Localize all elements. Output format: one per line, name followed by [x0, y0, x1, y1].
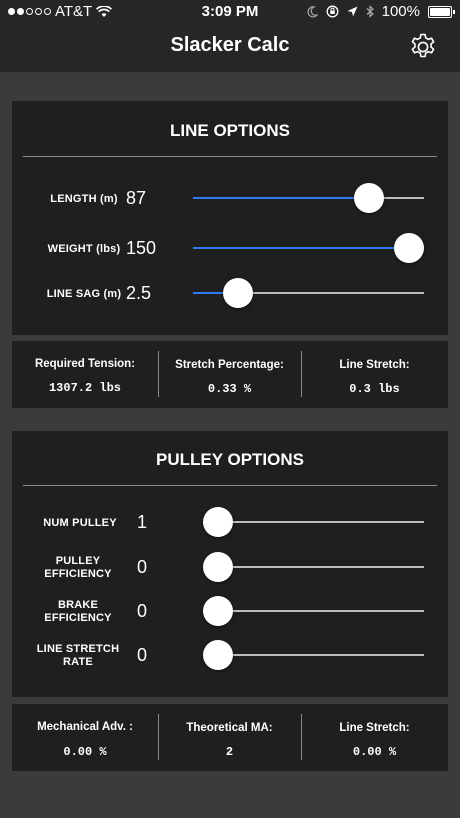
- status-time: 3:09 PM: [201, 3, 259, 20]
- num-pulley-value: 1: [137, 512, 148, 532]
- mechanical-advantage-value: 0.00 %: [63, 745, 107, 759]
- slider-thumb[interactable]: [354, 183, 384, 213]
- brake-efficiency-label: [30, 599, 126, 625]
- slider-track: [203, 566, 424, 568]
- num-pulley-label: [30, 517, 130, 530]
- line-stretch-rate-label: [28, 643, 128, 669]
- pulley-efficiency-label: [30, 555, 126, 581]
- label-line: PULLEY: [55, 555, 101, 567]
- pulley-options-title: PULLEY OPTIONS: [156, 450, 304, 469]
- weight-label: WEIGHT (lbs): [47, 243, 121, 255]
- line-options-title: LINE OPTIONS: [170, 121, 290, 140]
- location-arrow-icon: [347, 6, 358, 17]
- app-title: Slacker Calc: [170, 34, 290, 56]
- line-sag-label: LINE SAG (m): [46, 288, 122, 300]
- bluetooth-icon: [366, 5, 374, 18]
- pulley-efficiency-slider[interactable]: [203, 552, 424, 582]
- brake-efficiency-value: 0: [137, 601, 148, 621]
- line-stretch-rate-value: 0: [137, 645, 148, 665]
- pulley-efficiency-value: 0: [137, 557, 148, 577]
- line-sag-value: 2.5: [126, 283, 152, 303]
- label-line: LINE STRETCH: [36, 643, 120, 655]
- slider-thumb[interactable]: [203, 640, 233, 670]
- slider-thumb[interactable]: [203, 596, 233, 626]
- pulley-options-panel: [12, 431, 448, 697]
- stretch-percentage-label: Stretch Percentage:: [175, 359, 284, 371]
- battery-fill: [430, 8, 450, 16]
- slider-track: [203, 610, 424, 612]
- line-stretch-value: 0.3 lbs: [349, 382, 400, 396]
- line-results-panel: [12, 341, 448, 408]
- label-line: NUM PULLEY: [43, 517, 117, 529]
- gear-icon[interactable]: [408, 32, 438, 62]
- battery-icon: [428, 6, 452, 18]
- slider-thumb[interactable]: [203, 552, 233, 582]
- brake-efficiency-slider[interactable]: [203, 596, 424, 626]
- label-line: BRAKE: [57, 599, 99, 611]
- line-stretch-result: [301, 341, 448, 408]
- stretch-percentage-result: [158, 341, 301, 408]
- pulley-line-stretch-value: 0.00 %: [352, 745, 397, 759]
- rotation-lock-icon: [326, 5, 339, 18]
- slider-track: [203, 654, 424, 656]
- moon-icon: [307, 6, 318, 18]
- panel-divider: [23, 485, 437, 486]
- label-line: EFFICIENCY: [44, 568, 112, 580]
- theoretical-ma-label: Theoretical MA:: [186, 722, 273, 734]
- line-sag-slider[interactable]: [193, 278, 424, 308]
- required-tension-value: 1307.2 lbs: [48, 381, 121, 395]
- length-slider[interactable]: [193, 183, 424, 213]
- top-bar: [0, 0, 460, 72]
- mechanical-advantage-label: Mechanical Adv. :: [37, 721, 133, 733]
- slider-thumb[interactable]: [394, 233, 424, 263]
- line-stretch-label: Line Stretch:: [339, 359, 410, 371]
- carrier-label: AT&T: [55, 3, 93, 20]
- label-line: RATE: [63, 656, 93, 668]
- slider-thumb[interactable]: [223, 278, 253, 308]
- battery-percent: 100%: [381, 3, 420, 20]
- pulley-line-stretch-result: [301, 704, 448, 771]
- length-value: 87: [126, 188, 147, 208]
- slider-track: [203, 521, 424, 523]
- pulley-results-panel: [12, 704, 448, 771]
- panel-divider: [23, 156, 437, 157]
- label-line: EFFICIENCY: [44, 612, 112, 624]
- required-tension-label: Required Tension:: [34, 358, 136, 370]
- mechanical-advantage-result: [12, 704, 158, 771]
- status-right: [307, 3, 452, 20]
- slider-fill: [193, 247, 409, 249]
- pulley-line-stretch-label: Line Stretch:: [339, 722, 410, 734]
- theoretical-ma-result: [158, 704, 301, 771]
- stretch-percentage-value: 0.33 %: [207, 382, 252, 396]
- line-stretch-rate-slider[interactable]: [203, 640, 424, 670]
- line-options-panel: [12, 101, 448, 335]
- slider-thumb[interactable]: [203, 507, 233, 537]
- status-bar: [0, 0, 460, 24]
- theoretical-ma-value: 2: [225, 745, 234, 759]
- weight-value: 150: [126, 238, 157, 258]
- required-tension-result: [12, 341, 158, 408]
- slider-fill: [193, 197, 369, 199]
- num-pulley-slider[interactable]: [203, 507, 424, 537]
- weight-slider[interactable]: [193, 233, 424, 263]
- length-label: LENGTH (m): [50, 193, 118, 205]
